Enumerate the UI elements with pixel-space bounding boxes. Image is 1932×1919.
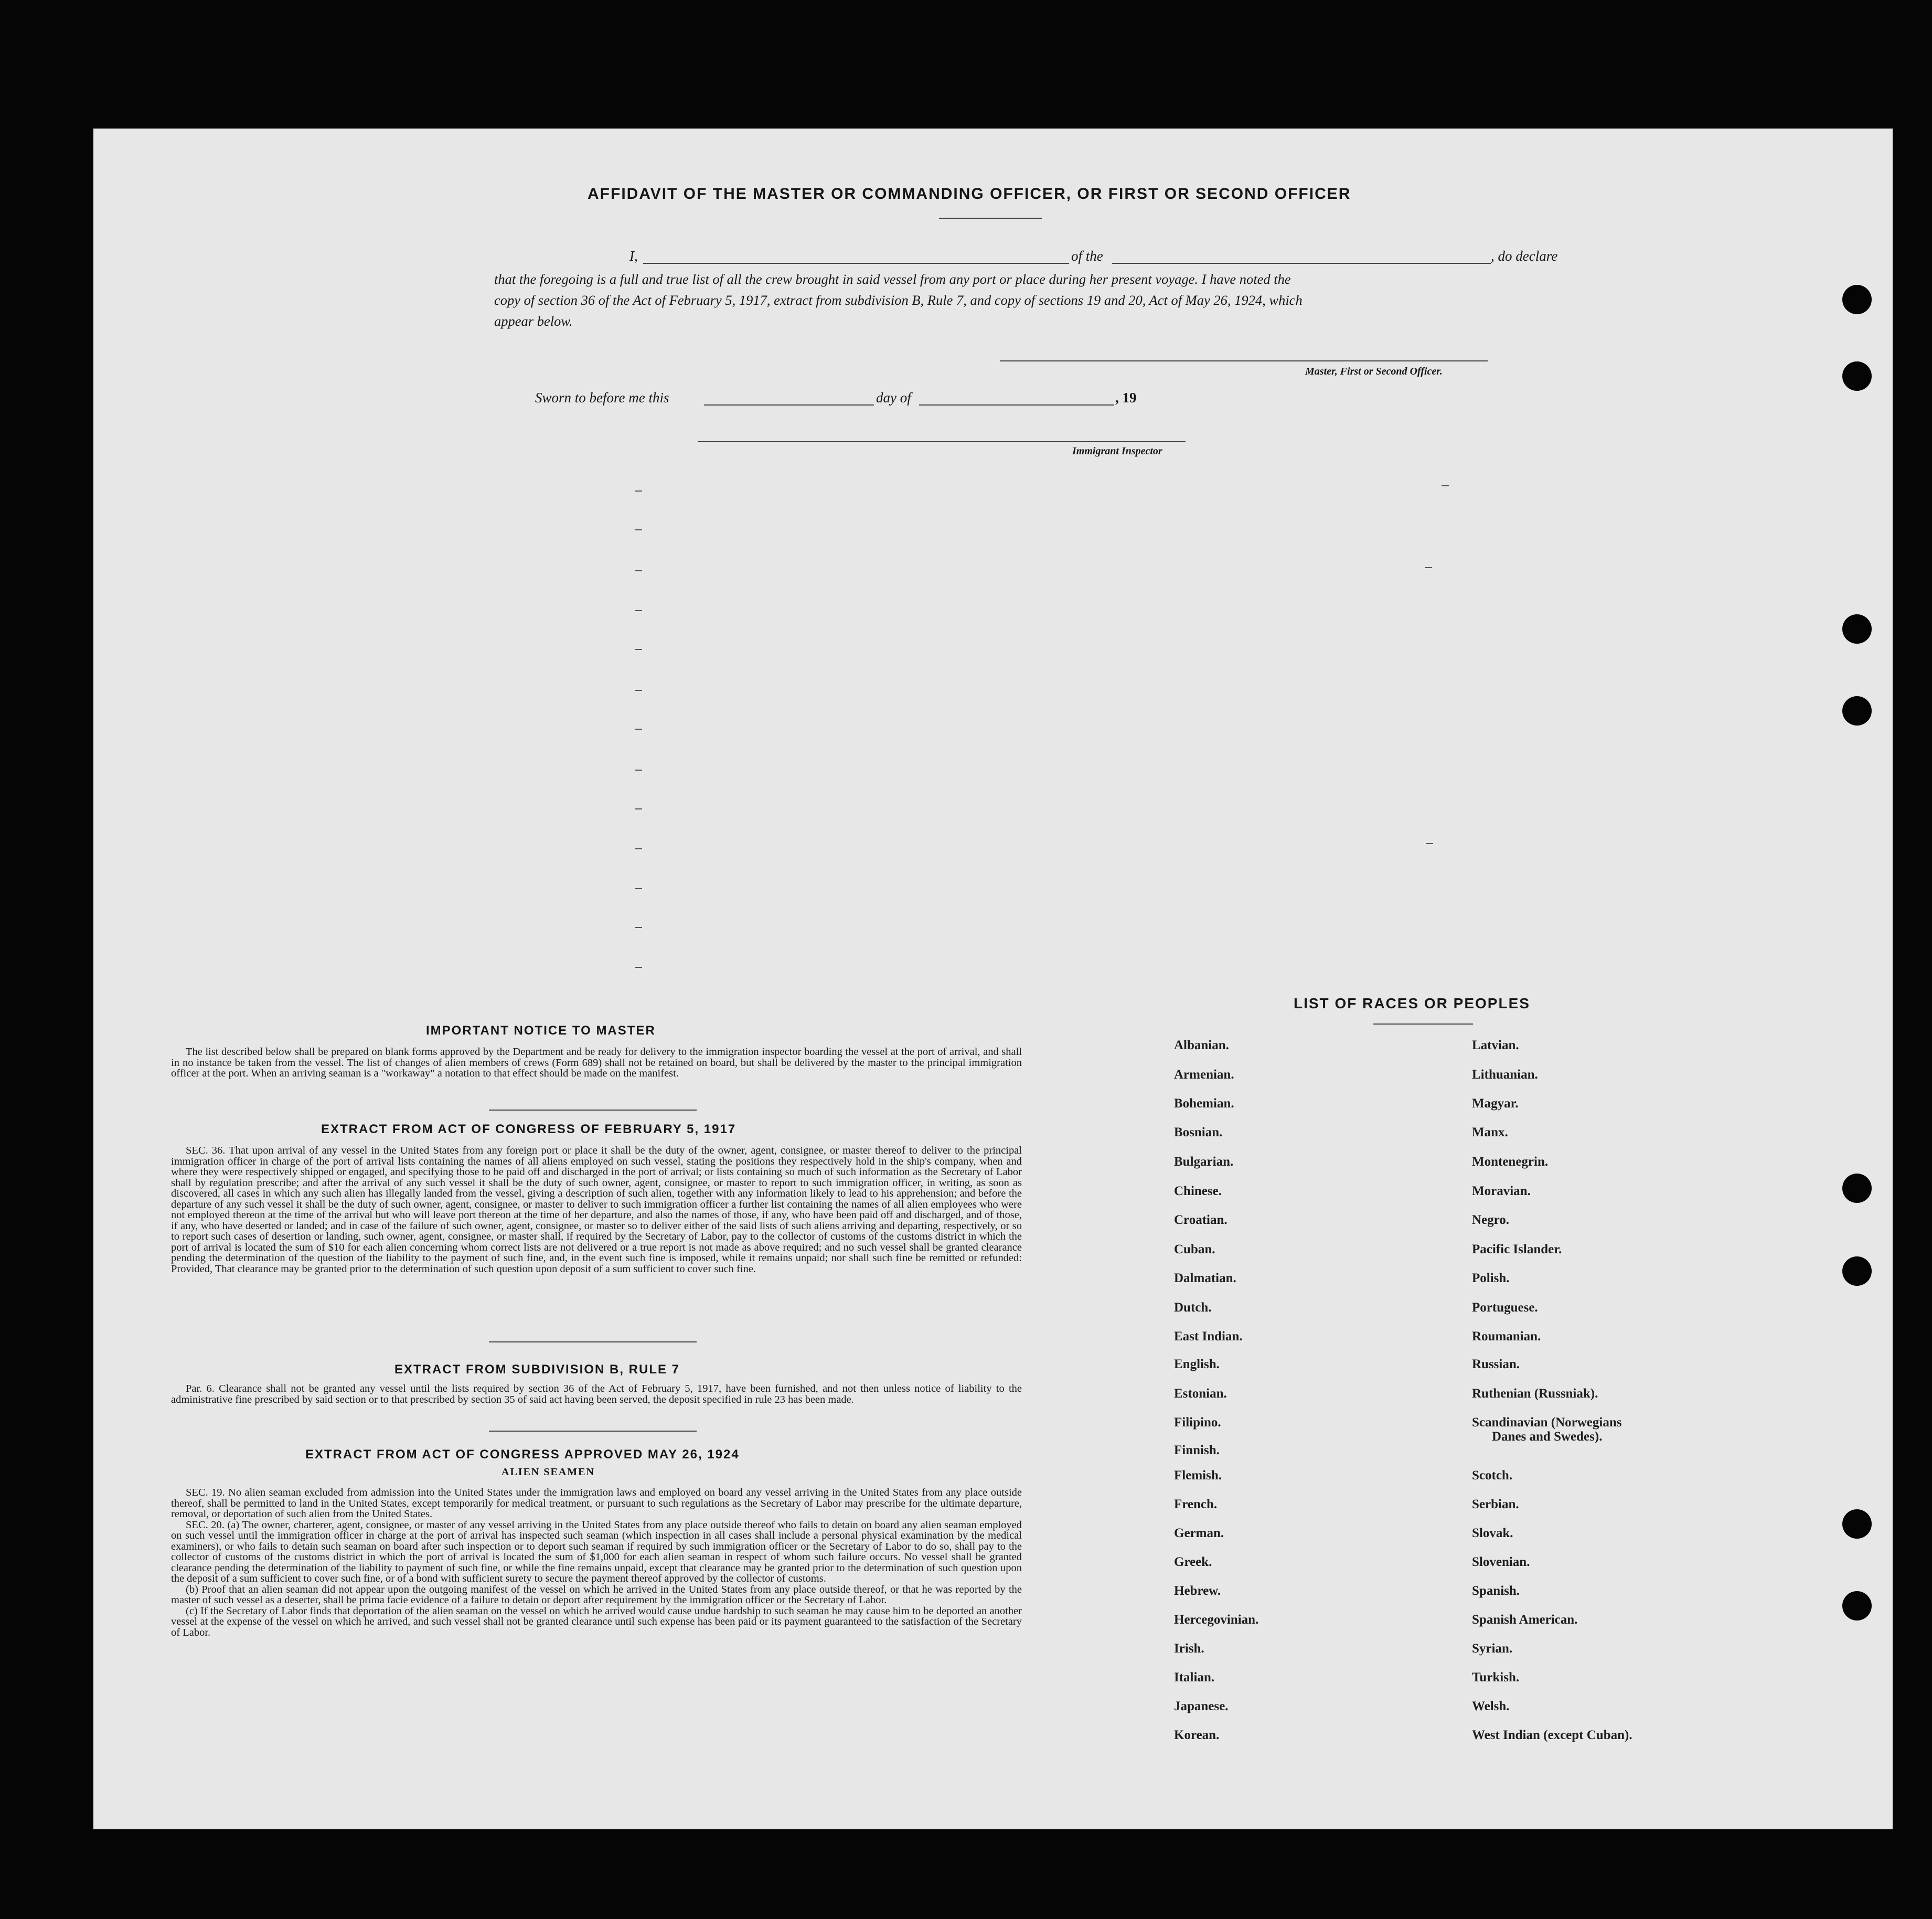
race-item: East Indian. <box>1174 1329 1243 1344</box>
extract-1917-title: EXTRACT FROM ACT OF CONGRESS OF FEBRUARY 5, 1917 <box>321 1122 736 1136</box>
master-signature-line[interactable] <box>1000 360 1488 361</box>
scan-mark <box>1442 485 1449 486</box>
race-item: Bosnian. <box>1174 1125 1223 1139</box>
race-item: Pacific Islander. <box>1472 1242 1562 1256</box>
race-item: Estonian. <box>1174 1387 1227 1401</box>
scan-mark <box>635 491 642 492</box>
race-item: Lithuanian. <box>1472 1068 1538 1082</box>
notice-body <box>171 1047 1022 1079</box>
race-item: Danes and Swedes). <box>1492 1430 1603 1444</box>
notice-title: IMPORTANT NOTICE TO MASTER <box>426 1024 656 1038</box>
year-label: , 19 <box>1115 390 1137 406</box>
binder-hole <box>1842 1509 1872 1539</box>
vessel-name-field[interactable] <box>1112 263 1491 264</box>
binder-hole <box>1842 614 1872 644</box>
race-item: Croatian. <box>1174 1213 1227 1227</box>
race-item: Russian. <box>1472 1357 1520 1371</box>
affidavit-declare-label: , do declare <box>1491 248 1558 264</box>
scan-mark <box>635 729 642 730</box>
race-item: Negro. <box>1472 1213 1510 1227</box>
race-item: Spanish American. <box>1472 1613 1578 1627</box>
binder-hole <box>1842 1256 1872 1286</box>
scan-mark <box>635 570 642 571</box>
affidavit-line-1 <box>535 248 1579 266</box>
sworn-month-field[interactable] <box>919 404 1114 406</box>
master-signature-label: Master, First or Second Officer. <box>1305 366 1443 377</box>
sworn-line <box>535 390 1269 409</box>
master-name-field[interactable] <box>643 263 1069 264</box>
race-item: Montenegrin. <box>1472 1155 1549 1169</box>
race-item: Ruthenian (Russniak). <box>1472 1387 1598 1401</box>
race-item: Filipino. <box>1174 1415 1221 1430</box>
race-item: German. <box>1174 1526 1224 1540</box>
extract-1924-title: EXTRACT FROM ACT OF CONGRESS APPROVED MAY 26, 1924 <box>305 1447 740 1462</box>
race-item: Latvian. <box>1472 1038 1519 1052</box>
affidavit-title: AFFIDAVIT OF THE MASTER OR COMMANDING OFFICER, OR FIRST OR SECOND OFFICER <box>588 185 1351 202</box>
race-item: Cuban. <box>1174 1242 1215 1256</box>
inspector-label: Immigrant Inspector <box>1072 445 1162 457</box>
races-title-rule <box>1373 1024 1473 1025</box>
race-item: Magyar. <box>1472 1096 1519 1111</box>
race-item: Portuguese. <box>1472 1300 1538 1315</box>
rule-7-title: EXTRACT FROM SUBDIVISION B, RULE 7 <box>394 1362 680 1377</box>
scan-mark <box>635 888 642 889</box>
race-item: Moravian. <box>1472 1184 1531 1198</box>
form-sheet <box>93 129 1893 1829</box>
race-item: West Indian (except Cuban). <box>1472 1728 1632 1742</box>
race-item: Chinese. <box>1174 1184 1222 1198</box>
race-item: Dutch. <box>1174 1300 1212 1315</box>
section-36-paragraph: SEC. 36. That upon arrival of any vessel in the United States from any foreign port or place it shall be the duty of the owner, agent, consignee, or master thereof to deliver to the principal immigration officer in charge of the port of arrival lists containing the names of all aliens employed on such vessel, stating the positions they respectively hold in the ship's company, when and where they were respectively shipped or engaged, and specifying those to be paid off and discharged in the port of arrival; or lists containing so much of such information as the Secretary of Labor shall by regulation prescribe; and after the arrival of any such vessel it shall be the duty of such owner, agent, consignee, or master to report to such immigration officer, in writing, as soon as discovered, all cases in which any such alien has illegally landed from the vessel, giving a description of such alien, together with any information likely to lead to his apprehension; and before the departure of any such vessel it shall be the duty of such owner, agent, consignee, or master to deliver to such immigration officer a further list containing the names of all alien employees who were not employed thereon at the time of the arrival but who will leave port thereon at the time of her departure, and also the names of those, if any, who have been paid off and discharged, and of those, if any, who have deserted or landed; and in case of the failure of such owner, agent, consignee, or master so to deliver either of the said lists of such aliens arriving and departing, respectively, or so to report such cases of desertion or landing, such owner, agent, consignee, or master shall, if required by the Secretary of Labor, pay to the collector of customs of the customs district in which the port of arrival is located the sum of $10 for each alien concerning whom correct lists are not delivered or a true report is not made as above required; and no such vessel shall be granted clearance pending the determination of the question of the liability to the payment of such fine, and, in the event such fine is imposed, while it remains unpaid; nor shall such fine be remitted or refunded: Provided, That clearance may be granted prior to the determination of such question upon deposit of a sum sufficient to cover such fine. <box>171 1145 1022 1275</box>
section-20c-paragraph: (c) If the Secretary of Labor finds that deportation of the alien seaman on the vessel on which he arrived would cause undue hardship to such seaman he may cause him to be deported an another vessel at the expense of the vessel on which he arrived, and such vessel shall not be granted clearance until such expense has been paid or its payment guaranteed to the satisfaction of the Secretary of Labor. <box>171 1605 1022 1638</box>
race-item: Bohemian. <box>1174 1096 1234 1111</box>
scan-mark <box>635 529 642 530</box>
race-item: Scotch. <box>1472 1468 1513 1483</box>
race-item: French. <box>1174 1497 1218 1511</box>
section-divider <box>489 1431 697 1432</box>
extract-1917-body <box>171 1145 1022 1274</box>
race-item: Irish. <box>1174 1641 1204 1656</box>
scan-mark <box>635 649 642 650</box>
race-item: Turkish. <box>1472 1670 1520 1685</box>
race-item: English. <box>1174 1357 1220 1371</box>
scan-mark <box>635 927 642 928</box>
affidavit-of-the-label: of the <box>1071 248 1103 264</box>
race-item: Hebrew. <box>1174 1584 1221 1598</box>
binder-hole <box>1842 696 1872 726</box>
section-20b-paragraph: (b) Proof that an alien seaman did not appear upon the outgoing manifest of the vessel on which he arrived in the United States from any place outside thereof, or that he was reported by the master of such vessel as a deserter, shall be prima facie evidence of a failure to detain or deport after requirement by the immigration officer or the Secretary of Labor. <box>171 1583 1022 1606</box>
affidavit-title-rule <box>939 218 1042 219</box>
race-item: Albanian. <box>1174 1038 1229 1052</box>
section-divider <box>489 1341 697 1342</box>
race-item: Japanese. <box>1174 1699 1229 1713</box>
notice-paragraph: The list described below shall be prepared on blank forms approved by the Department and be ready for delivery to the immigration inspector boarding the vessel at the port of arrival, and shall in no instance be taken from the vessel. The list of changes of alien members of crews (Form 689) shall not be retained on board, but shall be delivered by the master to the principal immigration officer at the port. When an arriving seaman is a "workaway" a notation to that effect should be made on the manifest. <box>171 1046 1022 1079</box>
section-20a-paragraph: SEC. 20. (a) The owner, charterer, agent, consignee, or master of any vessel arriving in the United States from any place outside thereof who fails to detain on board any alien seaman employed on such vessel until the immigration officer in charge at the port of arrival has inspected such seaman (which inspection in all cases shall include a personal physical examination by the medical examiners), or who fails to detain such seaman on board after such inspection or to deport such seaman if required by such immigration officer or the Secretary of Labor to do so, shall pay to the collector of customs of the customs district in which the port of arrival is located the sum of $1,000 for each alien seaman in respect of whom such failure occurs. No vessel shall be granted clearance pending the determination of the liability to payment of such fine, or while the fine remains unpaid, except that clearance may be granted prior to the determination of such question upon the deposit of a sum sufficient to cover such fine, or of a bond with sufficient surety to secure the payment thereof approved by the collector of customs. <box>171 1519 1022 1584</box>
binder-hole <box>1842 1591 1872 1621</box>
race-item: Polish. <box>1472 1271 1510 1285</box>
affidavit-line-2: that the foregoing is a full and true list of all the crew brought in said vessel from any port or place during her present voyage. I have noted the <box>494 271 1291 287</box>
alien-seamen-subtitle: ALIEN SEAMEN <box>501 1466 595 1478</box>
race-item: Slovak. <box>1472 1526 1513 1540</box>
rule-7-body <box>171 1383 1022 1405</box>
day-of-label: day of <box>876 390 911 406</box>
scan-mark <box>635 808 642 809</box>
affidavit-line-3: copy of section 36 of the Act of February 5, 1917, extract from subdivision B, Rule 7, and copy of sections 19 and 20, Act of May 26, 1924, which <box>494 292 1303 308</box>
race-item: Finnish. <box>1174 1443 1220 1457</box>
race-item: Korean. <box>1174 1728 1220 1742</box>
race-item: Hercegovinian. <box>1174 1613 1259 1627</box>
race-item: Spanish. <box>1472 1584 1520 1598</box>
race-item: Greek. <box>1174 1555 1212 1569</box>
affidavit-line-4: appear below. <box>494 313 573 329</box>
race-item: Welsh. <box>1472 1699 1510 1713</box>
scan-mark <box>635 967 642 968</box>
rule-7-paragraph: Par. 6. Clearance shall not be granted any vessel until the lists required by section 36 of the Act of February 5, 1917, have been furnished, and not then unless notice of liability to the administrative fine prescribed by said section or to that prescribed by section 35 of said act having been served, the deposit specified in rule 23 has been made. <box>171 1383 1022 1405</box>
affidavit-i-label: I, <box>629 248 638 264</box>
race-item: Slovenian. <box>1472 1555 1530 1569</box>
section-divider <box>489 1110 697 1111</box>
scan-mark <box>635 848 642 849</box>
race-item: Bulgarian. <box>1174 1155 1234 1169</box>
section-19-paragraph: SEC. 19. No alien seaman excluded from admission into the United States under the immigration laws and employed on board any vessel arriving in the United States from any place outside thereof, shall be permitted to land in the United States, except temporarily for medical treatment, or pursuant to such regulations as the Secretary of Labor may prescribe for the ultimate departure, removal, or deportation of such alien from the United States. <box>171 1487 1022 1520</box>
scan-mark <box>1425 567 1432 568</box>
inspector-signature-line[interactable] <box>698 441 1186 442</box>
races-title: LIST OF RACES OR PEOPLES <box>1294 995 1530 1011</box>
race-item: Armenian. <box>1174 1068 1234 1082</box>
extract-1924-body <box>171 1487 1022 1638</box>
race-item: Flemish. <box>1174 1468 1222 1483</box>
scan-mark <box>635 770 642 771</box>
sworn-day-field[interactable] <box>704 404 874 406</box>
binder-hole <box>1842 361 1872 391</box>
race-item: Roumanian. <box>1472 1329 1541 1344</box>
sworn-label: Sworn to before me this <box>535 390 669 406</box>
race-item: Dalmatian. <box>1174 1271 1236 1285</box>
binder-hole <box>1842 1174 1872 1203</box>
binder-hole <box>1842 285 1872 314</box>
race-item: Scandinavian (Norwegians <box>1472 1415 1622 1430</box>
race-item: Syrian. <box>1472 1641 1513 1656</box>
race-item: Serbian. <box>1472 1497 1519 1511</box>
scan-mark <box>635 610 642 611</box>
race-item: Italian. <box>1174 1670 1215 1685</box>
scan-mark <box>1426 843 1433 844</box>
race-item: Manx. <box>1472 1125 1508 1139</box>
scan-mark <box>635 690 642 691</box>
